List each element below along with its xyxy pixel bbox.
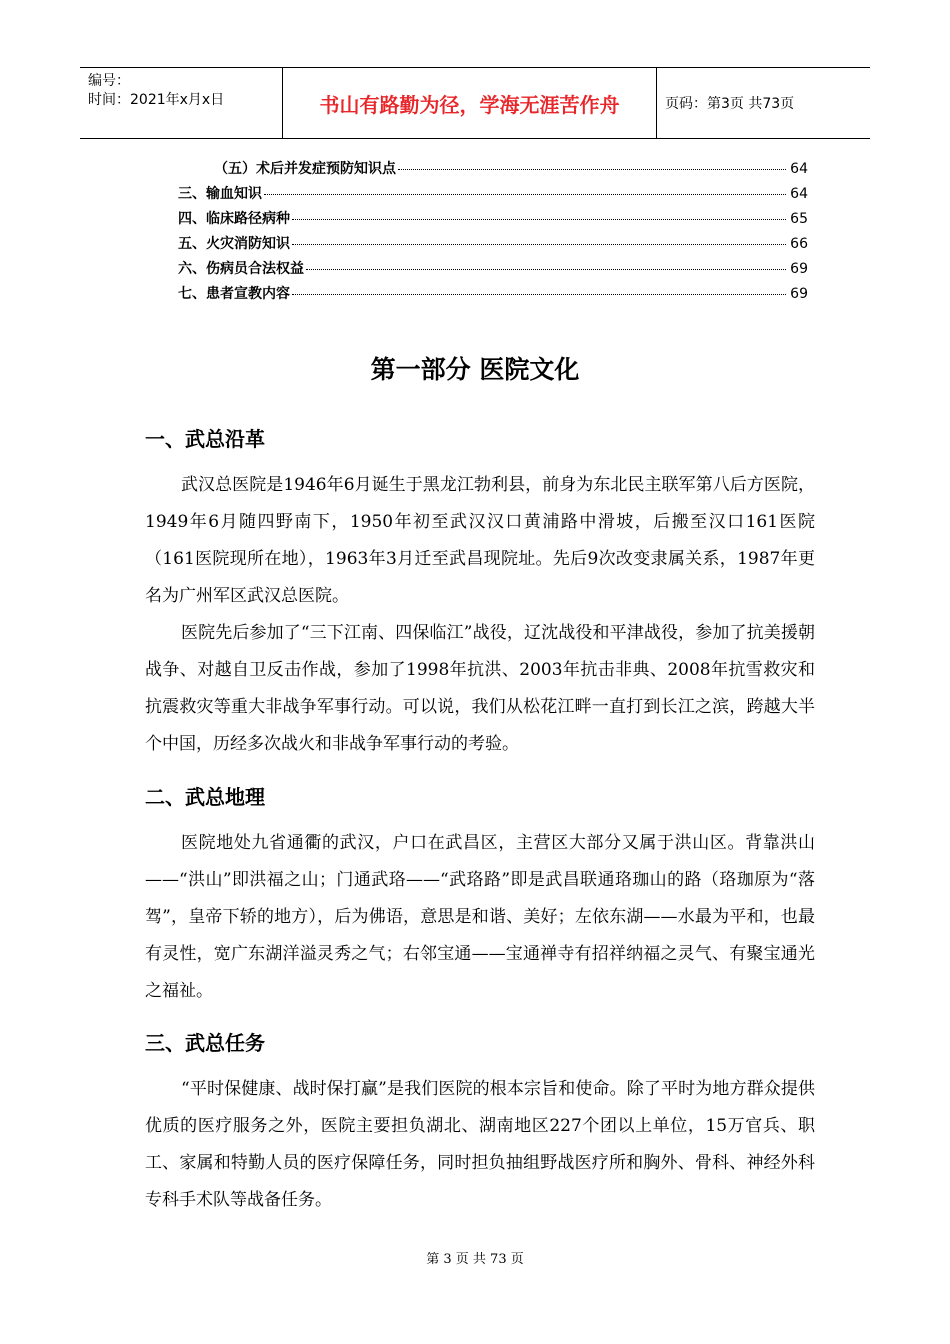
toc-label: 三、输血知识 (178, 186, 262, 202)
toc-leader (306, 269, 786, 270)
toc-leader (398, 169, 786, 170)
part-title: 第一部分 医院文化 (370, 355, 580, 384)
toc-entry[interactable] (178, 183, 808, 208)
toc-page: 64 (790, 161, 808, 177)
section-paragraph: 医院地处九省通衢的武汉，户口在武昌区，主营区大部分又属于洪山区。背靠洪山——“洪山”即洪福之山；门通武珞——“武珞路”即是武昌联通珞珈山的路（珞珈原为“落驾”，皇帝下轿的地方），后为佛语，意思是和谐、美好；左依东湖——水最为平和，也最有灵性，宽广东湖洋溢灵秀之气；右邻宝通——宝通禅寺有招祥纳福之灵气、有聚宝通光之福祉。 (145, 833, 815, 1001)
toc-page: 64 (790, 186, 808, 202)
toc-leader (292, 244, 786, 245)
section-heading: 一、武总沿革 (145, 427, 265, 451)
section-heading: 二、武总地理 (145, 785, 265, 809)
toc-label: 七、患者宣教内容 (178, 286, 290, 302)
toc-label: 五、火灾消防知识 (178, 236, 290, 252)
section-paragraph: 武汉总医院是1946年6月诞生于黑龙江勃利县，前身为东北民主联军第八后方医院，1949年6月随四野南下，1950年初至武汉汉口黄浦路中滑坡，后搬至汉口161医院（161医院现所在地），1963年3月迁至武昌现院址。先后9次改变隶属关系，1987年更名为广州军区武汉总医院。 (145, 475, 815, 606)
toc-page: 69 (790, 286, 808, 302)
header-motto: 书山有路勤为径，学海无涯苦作舟 (283, 68, 657, 138)
section-paragraph: “平时保健康、战时保打赢”是我们医院的根本宗旨和使命。除了平时为地方群众提供优质的医疗服务之外，医院主要担负湖北、湖南地区227个团以上单位，15万官兵、职工、家属和特勤人员的医疗保障任务，同时担负抽组野战医疗所和胸外、骨科、神经外科专科手术队等战备任务。 (145, 1079, 815, 1210)
toc-entry[interactable] (178, 233, 808, 258)
toc-leader (292, 219, 786, 220)
header-meta (80, 68, 283, 138)
section-heading: 三、武总任务 (145, 1031, 265, 1055)
time-label: 时间：2021年x月x日 (88, 92, 225, 108)
number-label: 编号： (88, 73, 130, 89)
toc-entry[interactable] (178, 158, 808, 183)
toc-leader (264, 194, 786, 195)
toc-page: 65 (790, 211, 808, 227)
toc-entry[interactable] (178, 208, 808, 233)
toc-label: 六、伤病员合法权益 (178, 261, 304, 277)
toc-label: （五）术后并发症预防知识点 (214, 161, 396, 177)
toc-page: 69 (790, 261, 808, 277)
page-header (80, 67, 870, 139)
header-page-info: 页码：第3页 共73页 (665, 96, 795, 112)
toc-entry[interactable] (178, 258, 808, 283)
toc-leader (292, 294, 786, 295)
page-footer: 第 3 页 共 73 页 (426, 1252, 524, 1267)
section-paragraph: 医院先后参加了“三下江南、四保临江”战役，辽沈战役和平津战役，参加了抗美援朝战争、对越自卫反击作战，参加了1998年抗洪、2003年抗击非典、2008年抗雪救灾和抗震救灾等重大非战争军事行动。可以说，我们从松花江畔一直打到长江之滨，跨越大半个中国，历经多次战火和非战争军事行动的考验。 (145, 623, 815, 754)
toc-entry[interactable] (178, 283, 808, 308)
table-of-contents (178, 158, 808, 308)
toc-label: 四、临床路径病种 (178, 211, 290, 227)
toc-page: 66 (790, 236, 808, 252)
